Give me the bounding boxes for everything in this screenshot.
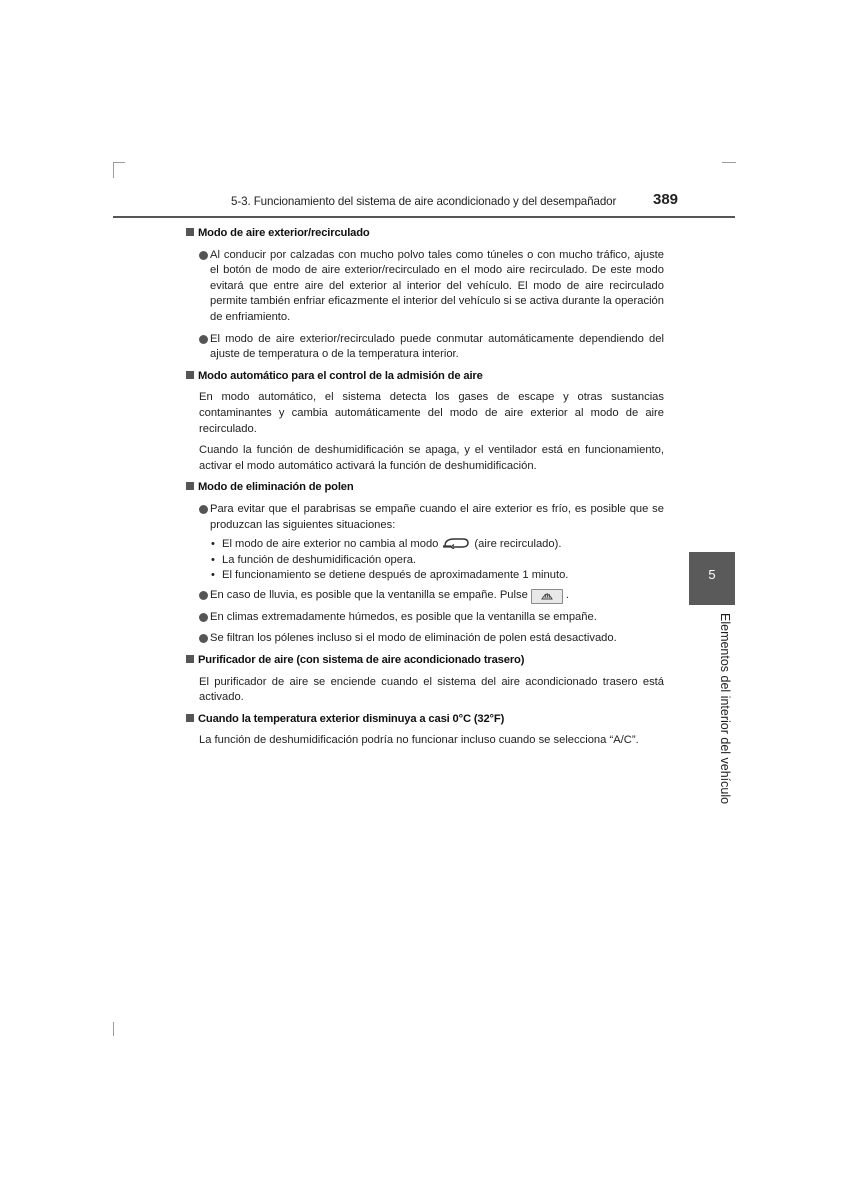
chapter-label: Elementos del interior del vehículo — [718, 613, 732, 805]
paragraph: La función de deshumidificación podría no funcionar incluso cuando se selecciona “A/C”. — [199, 734, 639, 747]
bullet-text: En climas extremadamente húmedos, es posible que la ventanilla se empañe. — [210, 610, 597, 623]
square-bullet-icon — [186, 228, 194, 236]
sub-list — [186, 537, 664, 584]
chapter-tab: 5 — [689, 552, 735, 605]
section-heading — [186, 653, 664, 669]
windshield-defogger-button-icon — [531, 589, 563, 604]
bullet-text: Al conducir por calzadas con mucho polvo tales como túneles o con mucho tráfico, ajuste el botón de modo de aire exterior/recirculado en el modo aire recirculado. De este modo evitará que entre aire del exterior al interior del vehículo. El modo de aire recirculado permite también enfriar eficazmente el interior del vehículo si se activa durante la operación de enfriamiento. — [210, 248, 664, 323]
sub-list-item — [186, 568, 664, 584]
sub-item-text: La función de deshumidificación opera. — [222, 553, 417, 566]
header-rule — [113, 216, 735, 218]
bullet-item — [186, 248, 664, 326]
section-heading — [186, 226, 664, 242]
bullet-text: Se filtran los pólenes incluso si el modo de eliminación de polen está desactivado. — [210, 632, 617, 645]
sub-item-text: El funcionamiento se detiene después de aproximadamente 1 minuto. — [222, 569, 569, 582]
crop-mark-bottom-left-v — [113, 1022, 114, 1036]
middle-dot-icon: • — [211, 553, 215, 566]
bullet-item — [186, 631, 664, 647]
bullet-text: Para evitar que el parabrisas se empañe cuando el aire exterior es frío, es posible que se produzcan las siguientes situaciones: — [210, 502, 664, 531]
crop-mark-top-left-h — [113, 162, 125, 163]
paragraph: En modo automático, el sistema detecta los gases de escape y otras sustancias contaminantes y cambia automáticamente del modo de aire exterior al modo de aire recirculado. — [199, 391, 664, 435]
bullet-item — [186, 502, 664, 533]
round-bullet-icon — [199, 613, 208, 622]
crop-mark-top-left-v — [113, 162, 114, 178]
air-recirculation-icon — [442, 537, 470, 549]
section-heading-text: Modo de eliminación de polen — [198, 481, 354, 494]
crop-mark-top-right-h — [722, 162, 736, 163]
round-bullet-icon — [199, 251, 208, 260]
section-header-title: 5-3. Funcionamiento del sistema de aire acondicionado y del desempañador — [231, 195, 617, 208]
bullet-item — [186, 610, 664, 626]
bullet-text: El modo de aire exterior/recirculado puede conmutar automáticamente dependiendo del ajuste de temperatura o de la temperatura interior. — [210, 332, 664, 361]
round-bullet-icon — [199, 634, 208, 643]
sub-item-text: (aire recirculado). — [474, 538, 562, 551]
bullet-text: . — [565, 588, 569, 601]
sub-item-text: El modo de aire exterior no cambia al modo — [222, 538, 439, 551]
section-heading-text: Cuando la temperatura exterior disminuya a casi 0°C (32°F) — [198, 712, 505, 725]
section-heading — [186, 480, 664, 496]
page-content — [186, 224, 664, 755]
round-bullet-icon — [199, 591, 208, 600]
section-heading-text: Modo automático para el control de la admisión de aire — [198, 369, 483, 382]
paragraph: Cuando la función de deshumidificación se apaga, y el ventilador está en funcionamiento, activar el modo automático activará la función de deshumidificación. — [199, 444, 664, 472]
section-heading — [186, 369, 664, 385]
square-bullet-icon — [186, 714, 194, 722]
section-heading-text: Purificador de aire (con sistema de aire acondicionado trasero) — [198, 654, 525, 667]
sub-list-item — [186, 537, 664, 553]
bullet-item — [186, 588, 664, 604]
square-bullet-icon — [186, 371, 194, 379]
middle-dot-icon: • — [211, 538, 215, 551]
page-number: 389 — [653, 191, 679, 208]
square-bullet-icon — [186, 482, 194, 490]
section-heading-text: Modo de aire exterior/recirculado — [198, 227, 370, 239]
sub-list-item — [186, 553, 664, 569]
round-bullet-icon — [199, 335, 208, 344]
bullet-item — [186, 332, 664, 363]
paragraph: El purificador de aire se enciende cuando el sistema del aire acondicionado trasero está activado. — [199, 675, 664, 704]
square-bullet-icon — [186, 655, 194, 663]
bullet-text: En caso de lluvia, es posible que la ventanilla se empañe. Pulse — [210, 588, 528, 601]
section-heading — [186, 712, 664, 728]
middle-dot-icon: • — [211, 569, 215, 582]
round-bullet-icon — [199, 505, 208, 514]
